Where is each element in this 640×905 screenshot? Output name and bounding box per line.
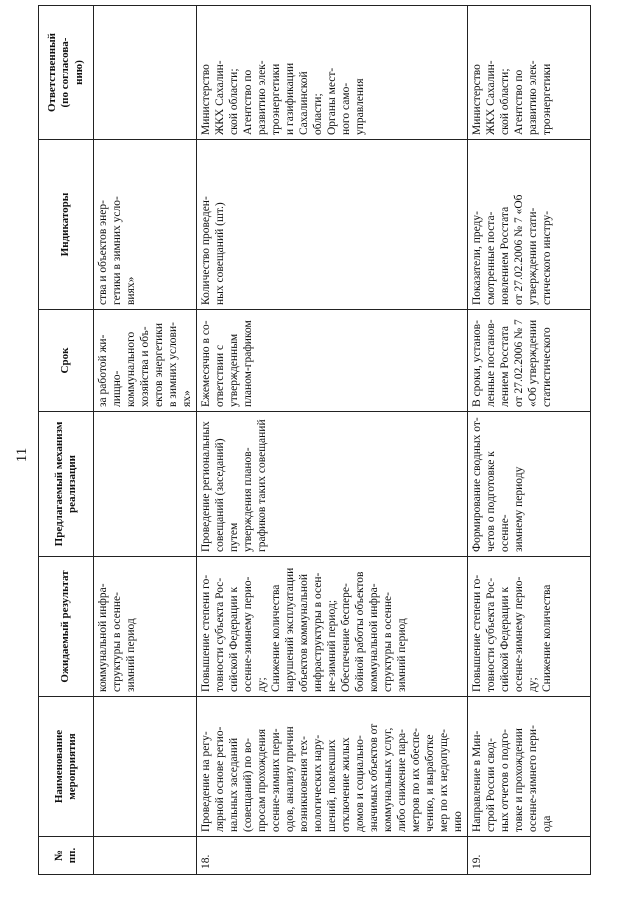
header-indicators: Индикаторы [39,140,94,310]
cell-num: 19. [468,837,591,875]
header-mechanism: Предлагаемый механизм реализации [39,412,94,557]
cell-indicators: Количество проведен- ных совещаний (шт.) [197,140,468,310]
table-header-row [39,6,94,875]
cell-mechanism: Формирование сводных от- четов о подготовке к осенне- зимнему периоду [468,412,591,557]
cell-indicators: ства и объектов энер- гетики в зимних усло- виях» [94,140,197,310]
page-number: 11 [14,447,30,463]
cell-indicators: Показатели, преду- смотренные поста- новлением Росстата от 27.02.2006 № 7 «Об утверждении стати- стического инстру- [468,140,591,310]
header-responsible: Ответственный (по согласова- нию) [39,6,94,140]
header-name: Наименование мероприятия [39,697,94,837]
header-num: № пп. [39,837,94,875]
cell-name: Проведение на регу- лярной основе регио- нальных заседаний (совещаний) по во- просам прохождения осенне-зимних пери- одов, анализу причин возникновения тех- нологических нару- шений, повлекших отключение жилых домов и социально- значимых объектов от коммунальных услуг, либо снижение пара- метров по их обеспе- чению, и выработке мер по их недопуще- нию [197,697,468,837]
cell-responsible [94,6,197,140]
cell-term: Ежемесячно в со- ответствии с утвержденным планом-графиком [197,310,468,412]
table-row [197,6,468,875]
cell-num [94,837,197,875]
table-row [94,6,197,875]
cell-result: Повышение степени го- товности субъекта Рос- сийской Федерации к осенне-зимнему перио- ду; Снижение количества нарушений эксплуатации объектов коммунальной инфраструктуры в осен- не-зимний период; Обеспечение беспере- бойной работы объектов коммунальной инфра- структуры в осенне- зимний период [197,557,468,697]
cell-result: Повышение степени го- товности субъекта Рос- сийской Федерации к осенне-зимнему перио- ду; Снижение количества [468,557,591,697]
cell-responsible: Министерство ЖКХ Сахалин- ской области; Агентство по развитию элек- троэнергетики и газификации Сахалинской области; Органы мест- ного само- управления [197,6,468,140]
cell-result: коммунальной инфра- структуры в осенне- зимний период [94,557,197,697]
cell-num: 18. [197,837,468,875]
cell-name: Направление в Мин- строй России свод- ных отчетов о подго- товке и прохождении осенне-зимнего пери- ода [468,697,591,837]
cell-mechanism: Проведение региональных совещаний (заседаний) путем утверждения планов- графиков таких совещаний [197,412,468,557]
cell-term: за работой жи- лищно- коммунального хозяйства и объ- ектов энергетики в зимних услови- ях» [94,310,197,412]
cell-term: В сроки, установ- ленные постанов- лением Росстата от 27.02.2006 № 7 «Об утверждении статистического [468,310,591,412]
header-result: Ожидаемый результат [39,557,94,697]
cell-name [94,697,197,837]
table-row [468,6,591,875]
header-term: Срок [39,310,94,412]
cell-responsible: Министерство ЖКХ Сахалин- ской области; Агентство по развитию элек- троэнергетики [468,6,591,140]
measures-table [38,5,591,875]
cell-mechanism [94,412,197,557]
